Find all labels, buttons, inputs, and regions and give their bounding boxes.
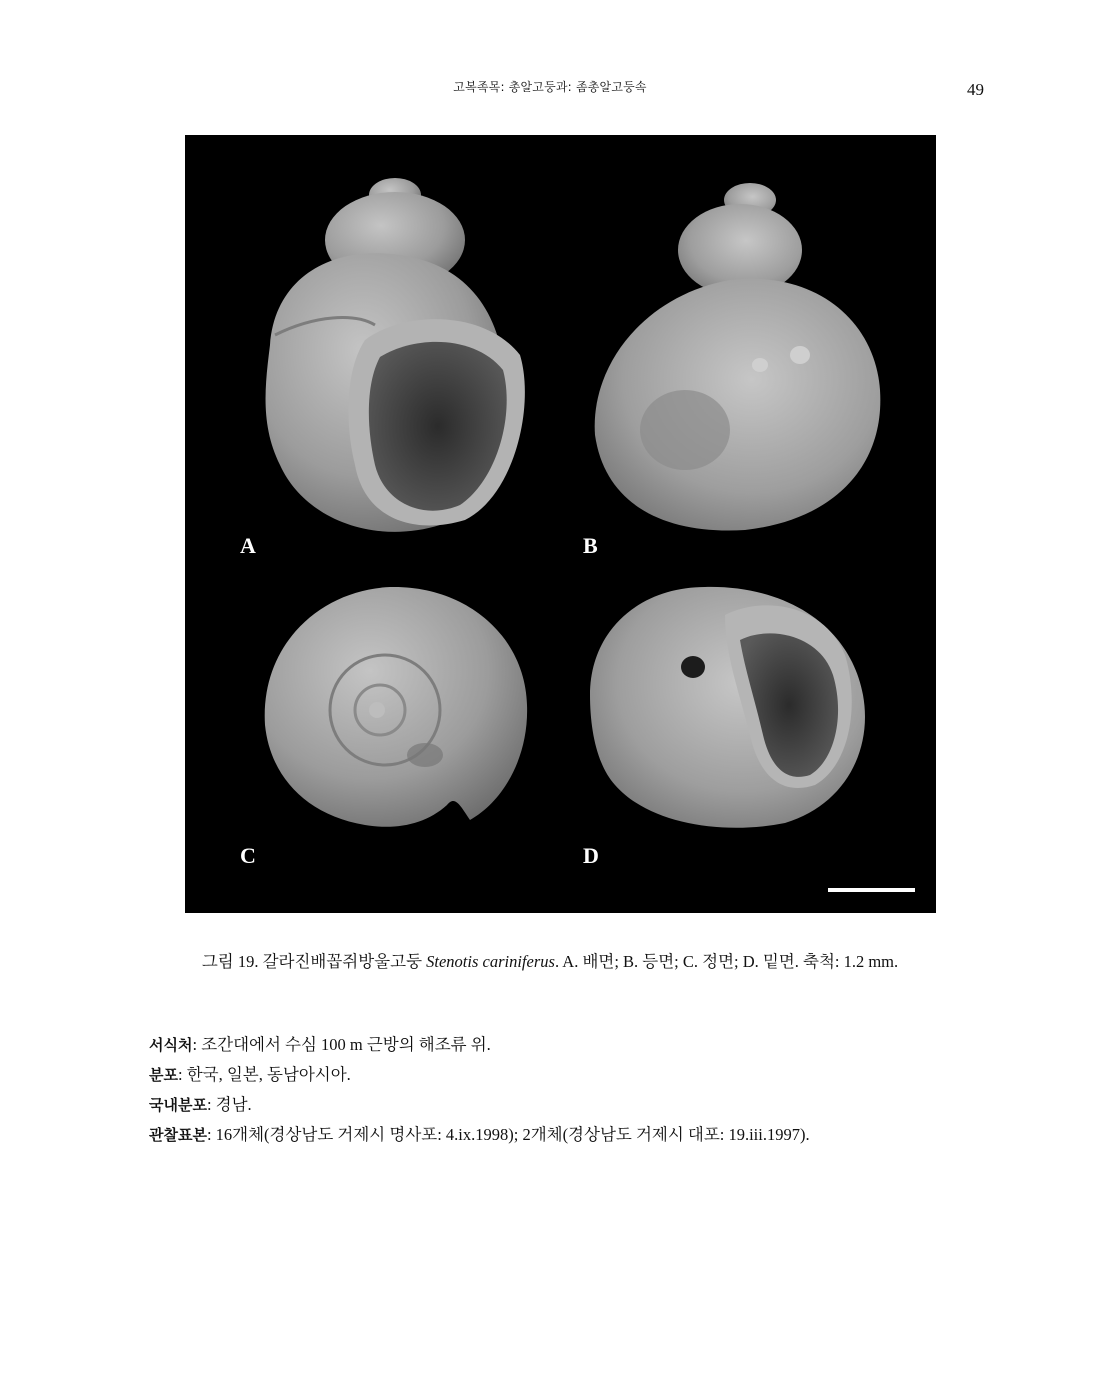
panel-label-c: C — [240, 843, 256, 868]
panel-label-b: B — [583, 533, 598, 558]
info-key: 서식처 — [149, 1036, 193, 1054]
page-number: 49 — [967, 80, 984, 99]
panel-label-a: A — [240, 533, 256, 558]
shell-photographs — [185, 135, 936, 913]
info-domestic-distribution — [149, 1090, 969, 1120]
info-key: 분포 — [149, 1066, 178, 1084]
shell-b — [595, 183, 881, 531]
info-key: 국내분포 — [149, 1096, 207, 1114]
caption-prefix: 그림 19. 갈라진배꼽쥐방울고둥 — [201, 952, 427, 971]
figure-caption — [0, 948, 1100, 972]
info-value: : 16개체(경상남도 거제시 명사포: 4.ix.1998); 2개체(경상남도 거제시 대포: 19.iii.1997). — [206, 1125, 810, 1144]
species-info — [149, 1030, 969, 1150]
scale-bar — [828, 888, 915, 892]
caption-species: Stenotis cariniferus — [426, 952, 555, 971]
info-value: : 조간대에서 수심 100 m 근방의 해조류 위. — [192, 1035, 491, 1054]
info-key: 관찰표본 — [149, 1126, 207, 1144]
info-habitat — [149, 1030, 969, 1060]
info-value: : 경남. — [206, 1095, 252, 1114]
running-head: 고복족목: 총알고둥과: 좀총알고둥속 — [453, 80, 647, 94]
caption-suffix: . A. 배면; B. 등면; C. 정면; D. 밑면. 축척: 1.2 mm. — [554, 952, 899, 971]
shell-d — [590, 587, 865, 828]
shell-a — [266, 178, 525, 532]
info-specimens — [149, 1120, 969, 1150]
panel-label-d: D — [583, 843, 599, 868]
info-distribution — [149, 1060, 969, 1090]
shell-c — [265, 587, 527, 827]
info-value: : 한국, 일본, 동남아시아. — [177, 1065, 351, 1084]
shell-figure — [185, 135, 936, 913]
